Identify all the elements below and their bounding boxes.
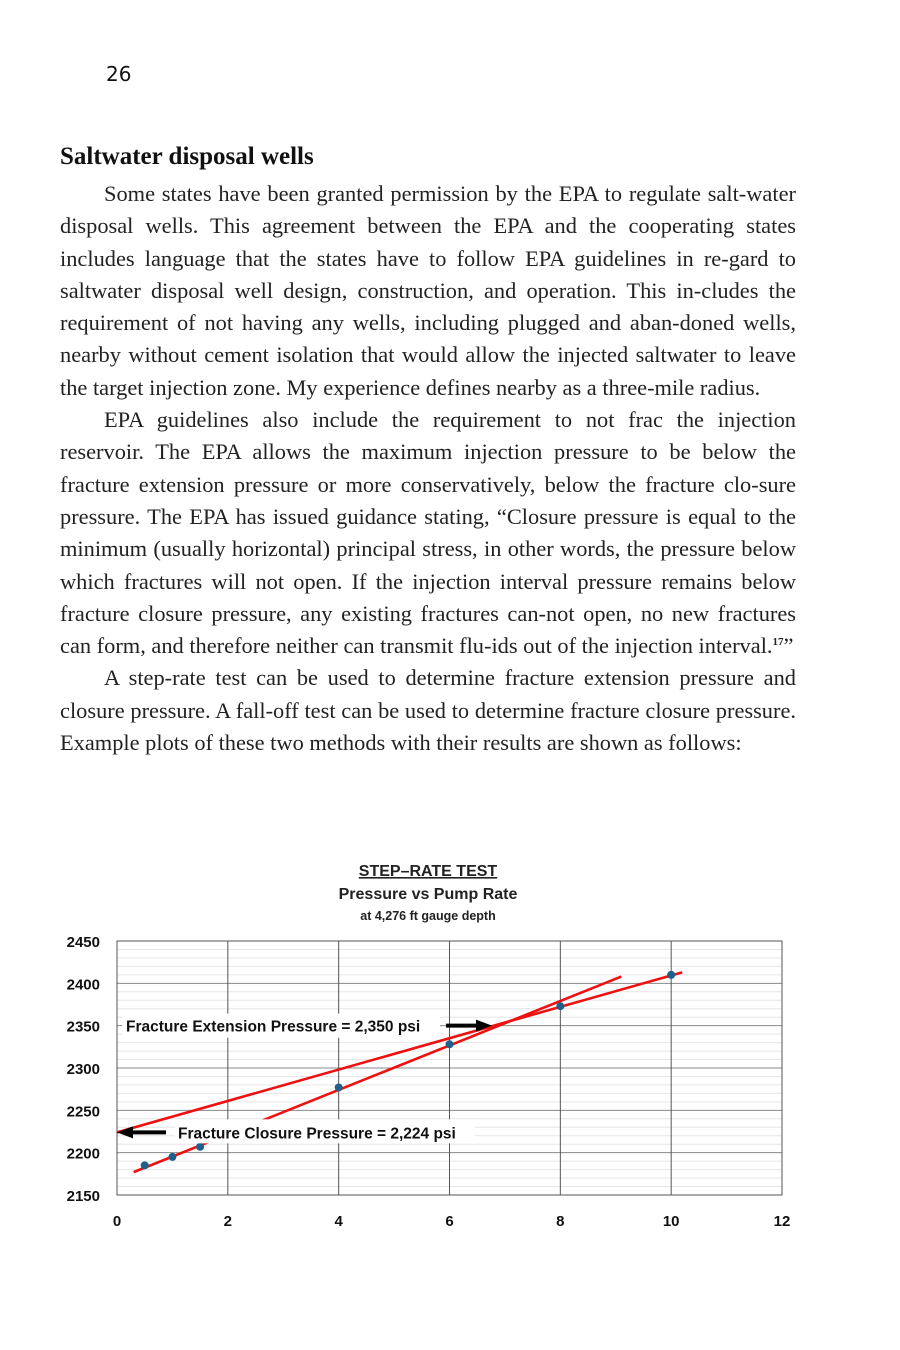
arrow-left-icon	[117, 1126, 133, 1138]
x-tick-label: 2	[223, 1213, 233, 1230]
data-point	[667, 971, 675, 979]
data-point	[446, 1040, 454, 1048]
x-tick-labels	[113, 1213, 791, 1230]
x-tick-label: 0	[112, 1213, 122, 1230]
major-gridlines	[117, 941, 782, 1195]
paragraph-2-text: EPA guidelines also include the requirement to not frac the injection reservoir. The EPA allows the maximum injection pressure to be below the fracture extension pressure or more conservatively, below the fracture clo-sure pressure. The EPA has issued guidance stating, “Closure pressure is equal to the minimum (usually horizontal) principal stress, in other words, the pressure below which fractures will not open. If the injection interval pressure remains below fracture closure pressure, any existing fractures can-not open, no new fractures can form, and therefore neither can transmit flu-ids out of the injection interval.	[60, 407, 796, 659]
data-point	[335, 1083, 343, 1091]
x-tick-label: 4	[334, 1213, 343, 1230]
chart-subtitle-depth: at 4,276 ft gauge depth	[360, 909, 496, 923]
step-rate-chart	[0, 850, 900, 1250]
data-point	[168, 1153, 176, 1161]
chart-title: STEP–RATE TEST	[358, 863, 498, 880]
x-tick-label: 6	[445, 1213, 454, 1230]
data-point	[556, 1002, 564, 1010]
data-point	[141, 1161, 149, 1169]
y-tick-label: 2250	[66, 1103, 100, 1121]
paragraph-2	[60, 404, 796, 662]
y-tick-labels	[67, 934, 100, 1205]
x-tick-label: 10	[662, 1213, 680, 1230]
paragraph-1: Some states have been granted permission by the EPA to regulate salt-water disposal wells. This agreement between the EPA and the cooperating states includes language that the states have to follow EPA guidelines in re-gard to saltwater disposal well design, construction, and operation. This in-cludes the requirement of not having any wells, including plugged and aban-doned wells, nearby without cement isolation that would allow the injected saltwater to leave the target injection zone. My experience defines nearby as a three-mile radius.	[60, 181, 796, 400]
page-number: 26	[106, 62, 132, 86]
y-tick-label: 2200	[66, 1145, 100, 1163]
x-tick-label: 12	[773, 1213, 791, 1230]
y-tick-label: 2150	[66, 1188, 100, 1205]
section-heading: Saltwater disposal wells	[60, 143, 314, 170]
y-tick-label: 2350	[66, 1018, 100, 1036]
chart-subtitle: Pressure vs Pump Rate	[338, 886, 518, 903]
data-point	[196, 1143, 204, 1151]
footnote-ref: 17	[772, 636, 784, 649]
paragraph-3: A step-rate test can be used to determine fracture extension pressure and closure pressure. A fall-off test can be used to determine fracture closure pressure. Example plots of these two methods with their results are shown as follows:	[60, 665, 796, 756]
y-tick-label: 2300	[66, 1061, 100, 1078]
body-text	[60, 178, 796, 759]
closure-pressure-label: Fracture Closure Pressure = 2,224 psi	[178, 1125, 456, 1143]
trendline	[117, 972, 682, 1132]
y-tick-label: 2400	[66, 976, 100, 994]
closing-quote: ”	[783, 633, 794, 659]
y-tick-label: 2450	[66, 934, 100, 951]
x-tick-label: 8	[556, 1213, 565, 1230]
extension-pressure-label: Fracture Extension Pressure = 2,350 psi	[126, 1018, 421, 1036]
